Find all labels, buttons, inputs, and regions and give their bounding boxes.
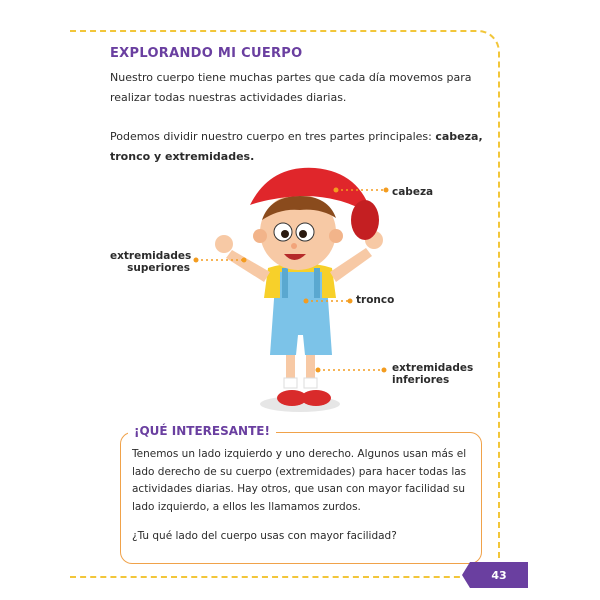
label-inf-line2: inferiores bbox=[392, 374, 450, 386]
strap-right bbox=[314, 268, 320, 298]
left-hand bbox=[215, 235, 233, 253]
right-sock bbox=[304, 378, 317, 388]
right-ear bbox=[329, 229, 343, 243]
right-pupil bbox=[299, 230, 307, 238]
info-box-text: Tenemos un lado izquierdo y uno derecho. Algunos usan más el lado derecho de su cuerpo (extremidades) para hacer todas las actividades diarias. Hay otros, que usan con mayor facilidad su lado izquierdo, a ellos les llamamos zurdos. bbox=[132, 448, 467, 513]
label-tronco: tronco bbox=[356, 294, 395, 306]
left-pupil bbox=[281, 230, 289, 238]
label-sup-line2: superiores bbox=[127, 262, 190, 274]
parts-paragraph-start: Podemos dividir nuestro cuerpo en tres partes principales: bbox=[110, 130, 436, 143]
page-number-tab bbox=[462, 562, 470, 588]
right-shoe bbox=[301, 390, 331, 406]
label-inf-line1: extremidades bbox=[392, 362, 474, 374]
label-extremidades-superiores bbox=[110, 250, 190, 274]
left-sock bbox=[284, 378, 297, 388]
info-box-question: ¿Tu qué lado del cuerpo usas con mayor facilidad? bbox=[132, 530, 397, 542]
left-arm bbox=[226, 250, 270, 282]
intro-paragraph: Nuestro cuerpo tiene muchas partes que cada día movemos para realizar todas nuestras actividades diarias. bbox=[110, 71, 472, 104]
parts-paragraph-bold: cabeza, tronco y extremidades. bbox=[110, 130, 483, 163]
left-ear bbox=[253, 229, 267, 243]
nose bbox=[291, 243, 297, 249]
right-arm bbox=[330, 248, 372, 282]
strap-left bbox=[282, 268, 288, 298]
section-title: EXPLORANDO MI CUERPO bbox=[110, 46, 303, 61]
label-cabeza: cabeza bbox=[392, 186, 434, 198]
label-extremidades-inferiores bbox=[392, 362, 473, 386]
info-box-title: ¡QUÉ INTERESANTE! bbox=[128, 424, 276, 438]
page-number: 43 bbox=[470, 562, 528, 588]
label-sup-line1: extremidades bbox=[110, 250, 192, 262]
cap-brim bbox=[351, 200, 379, 240]
